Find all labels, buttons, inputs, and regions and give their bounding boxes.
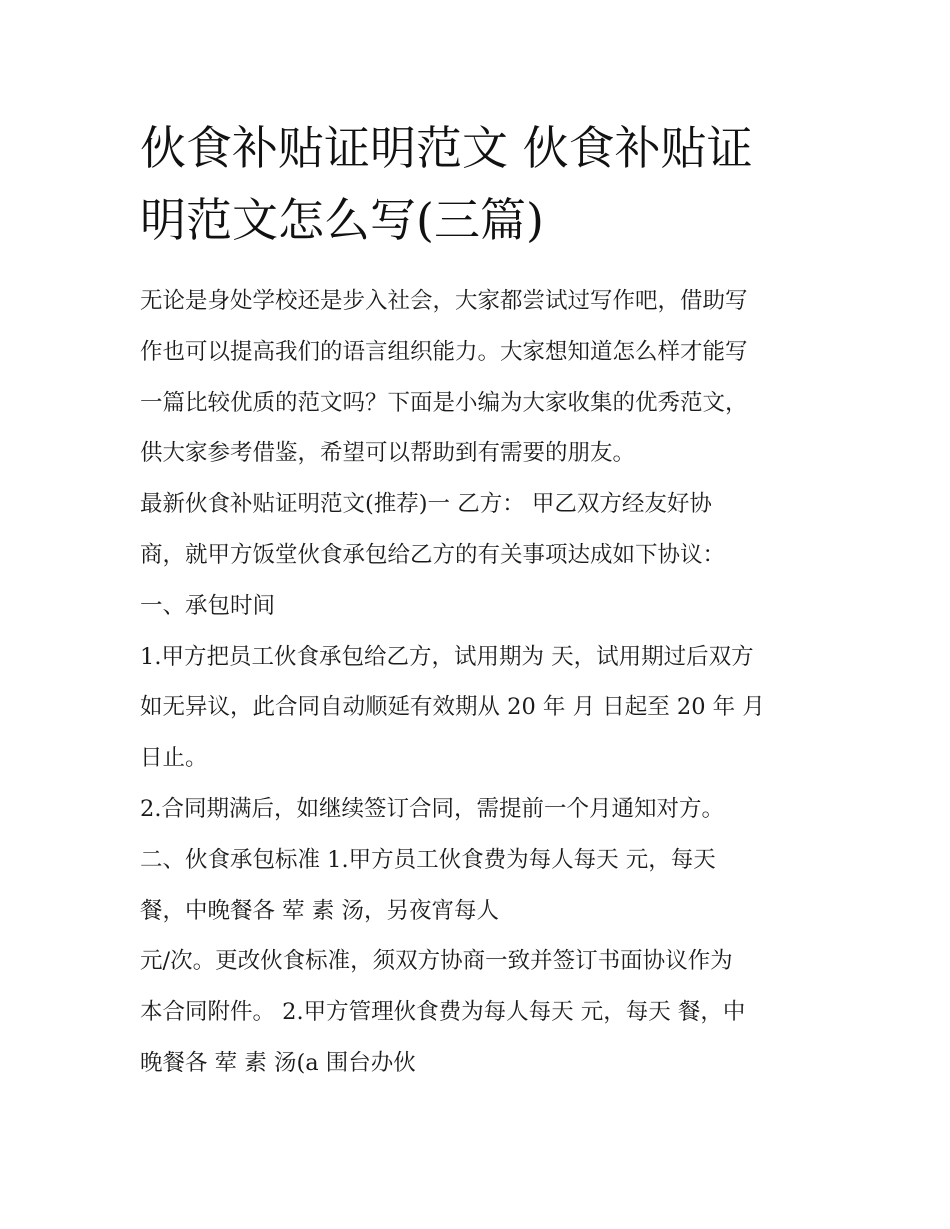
body-line: 作也可以提高我们的语言组织能力。大家想知道怎么样才能写 xyxy=(140,338,748,365)
body-line: 无论是身处学校还是步入社会，大家都尝试过写作吧，借助写 xyxy=(140,288,748,314)
body-line: 1.甲方把员工伙食承包给乙方，试用期为 天，试用期过后双方 xyxy=(140,643,754,670)
document-body xyxy=(140,276,820,1089)
body-line: 最新伙食补贴证明范文(推荐)一 乙方： 甲乙双方经友好协 xyxy=(140,491,712,518)
body-line: 日止。 xyxy=(140,745,208,772)
body-line: 元/次。更改伙食标准，须双方协商一致并签订书面协议作为 xyxy=(140,948,733,975)
body-line: 2.合同期满后，如继续签订合同，需提前一个月通知对方。 xyxy=(140,795,724,822)
title-line-2: 明范文怎么写(三篇) xyxy=(140,193,544,247)
body-line: 晚餐各 荤 素 汤(a 围台办伙 xyxy=(140,1049,416,1076)
body-line: 商，就甲方饭堂伙食承包给乙方的有关事项达成如下协议： xyxy=(140,541,726,568)
body-line: 餐，中晚餐各 荤 素 汤，另夜宵每人 xyxy=(140,897,499,924)
title-line-1: 伙食补贴证明范文 伙食补贴证 xyxy=(140,121,753,175)
section-heading: 一、承包时间 xyxy=(140,592,276,619)
body-line: 供大家参考借鉴，希望可以帮助到有需要的朋友。 xyxy=(140,440,636,467)
body-line: 本合同附件。 2.甲方管理伙食费为每人每天 元，每天 餐，中 xyxy=(140,999,746,1026)
body-line: 一篇比较优质的范文吗？下面是小编为大家收集的优秀范文， xyxy=(140,389,748,416)
document-title xyxy=(140,112,820,256)
body-line: 二、伙食承包标准 1.甲方员工伙食费为每人每天 元，每天 xyxy=(140,846,716,873)
body-line: 如无异议，此合同自动顺延有效期从 20 年 月 日起至 20 年 月 xyxy=(140,694,765,721)
